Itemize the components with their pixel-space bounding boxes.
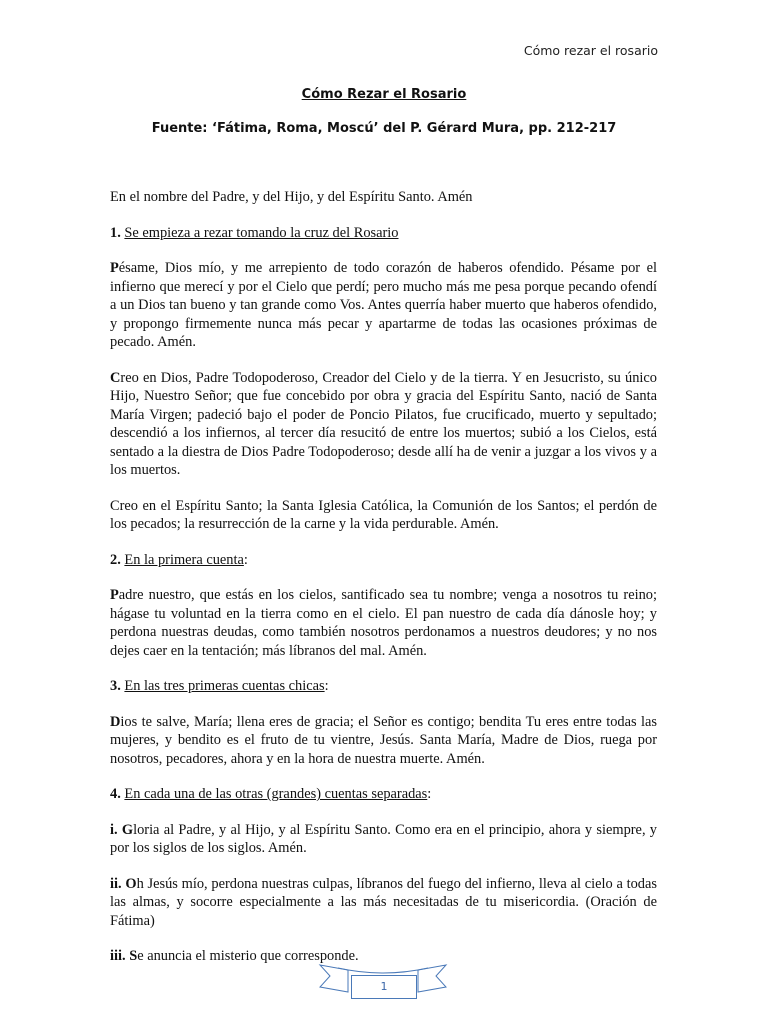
padre-nuestro-prayer (110, 586, 657, 660)
drop-initial: S (129, 948, 138, 964)
drop-initial: P (110, 587, 119, 603)
pesame-prayer (110, 259, 657, 352)
running-header: Cómo rezar el rosario (523, 43, 658, 58)
document-body (110, 188, 657, 983)
gloria-prayer (110, 821, 657, 858)
prayer-text: ésame, Dios mío, y me arrepiento de todo corazón de haberos ofendido. Pésame por el infierno que merecí y por el Cielo que perdí; pero mucho más me pesa porque pecando ofendí a un Dios tan bueno y tan grande como Vos. Antes querría haber muerto que haberos ofendido, y propongo firmemente nunca más pecar y apartarme de todas las ocasiones próximas de pecado. Amén. (110, 260, 657, 350)
section-number: 4. (110, 786, 121, 802)
page-number: 1 (351, 975, 417, 999)
drop-initial: O (125, 875, 137, 892)
page-footer (318, 962, 448, 1002)
prayer-text: reo en Dios, Padre Todopoderoso, Creador del Cielo y de la tierra. Y en Jesucristo, su único Hijo, Nuestro Señor; que fue concebido por obra y gracia del Espíritu Santo, nació de Santa María Virgen; padeció bajo el poder de Poncio Pilatos, fue crucificado, muerto y sepultado; descendió a los infiernos, al tercer día resucitó de entre los muertos; subió a los Cielos, está sentado a la diestra de Dios Padre Todopoderoso; desde allí ha de venir a juzgar a los vivos y a los muertos. (110, 369, 657, 478)
drop-initial: P (110, 260, 119, 276)
fatima-prayer (110, 875, 657, 931)
prayer-text: ios te salve, María; llena eres de gracia; el Señor es contigo; bendita Tu eres entre todas las mujeres, y bendito es el fruto de tu vientre, Jesús. Santa María, Madre de Dios, ruega por nosotros, pecadores, ahora y en la hora de nuestra muerte. Amén. (110, 713, 657, 767)
document-title: Cómo Rezar el Rosario (301, 87, 467, 102)
ave-maria-prayer (110, 713, 657, 769)
section-title: En cada una de las otras (grandes) cuentas separadas (124, 786, 428, 802)
drop-initial: D (110, 713, 121, 730)
section-title: En la primera cuenta (124, 551, 244, 568)
step-text: e anuncia el misterio que corresponde. (137, 948, 359, 964)
section-title: Se empieza a rezar tomando la cruz del Rosario (124, 224, 399, 241)
section-number: 3. (110, 678, 121, 694)
section-1-heading (110, 224, 657, 243)
credo-prayer-part1 (110, 369, 657, 480)
prayer-text: h Jesús mío, perdona nuestras culpas, líbranos del fuego del infierno, lleva al cielo a todas las almas, y socorre especialmente a las más necesitadas de tu misericordia. (Oración de Fátima) (110, 875, 657, 929)
prayer-text: loria al Padre, y al Hijo, y al Espíritu Santo. Como era en el principio, ahora y siempre, y por los siglos de los siglos. Amén. (110, 821, 658, 856)
prayer-text: adre nuestro, que estás en los cielos, santificado sea tu nombre; venga a nosotros tu reino; hágase tu voluntad en la tierra como en el cielo. El pan nuestro de cada día dánosle hoy; y perdona nuestras deudas, como también nosotros perdonamos a nuestros deudores; y no nos dejes caer en la tentación; más líbranos del mal. Amén. (110, 587, 657, 659)
section-number: 2. (110, 551, 121, 568)
drop-initial: C (110, 369, 121, 386)
item-marker: iii. (110, 948, 130, 964)
credo-prayer-part2: Creo en el Espíritu Santo; la Santa Iglesia Católica, la Comunión de los Santos; el perdón de los pecados; la resurrección de la carne y la vida perdurable. Amén. (110, 497, 657, 532)
drop-initial: G (121, 821, 134, 838)
section-2-heading: 2. En la primera cuenta: (110, 551, 248, 568)
item-marker: i. (110, 821, 122, 838)
document-subtitle: Fuente: ‘Fátima, Roma, Moscú’ del P. Gérard Mura, pp. 212-217 (151, 121, 617, 136)
section-3-heading: 3. En las tres primeras cuentas chicas: (110, 678, 329, 694)
section-4-heading: 4. En cada una de las otras (grandes) cuentas separadas: (110, 786, 432, 802)
section-title: En las tres primeras cuentas chicas (124, 678, 325, 694)
section-number: 1. (110, 224, 121, 241)
intro-paragraph: En el nombre del Padre, y del Hijo, y del Espíritu Santo. Amén (110, 189, 473, 205)
item-marker: ii. (110, 875, 126, 892)
